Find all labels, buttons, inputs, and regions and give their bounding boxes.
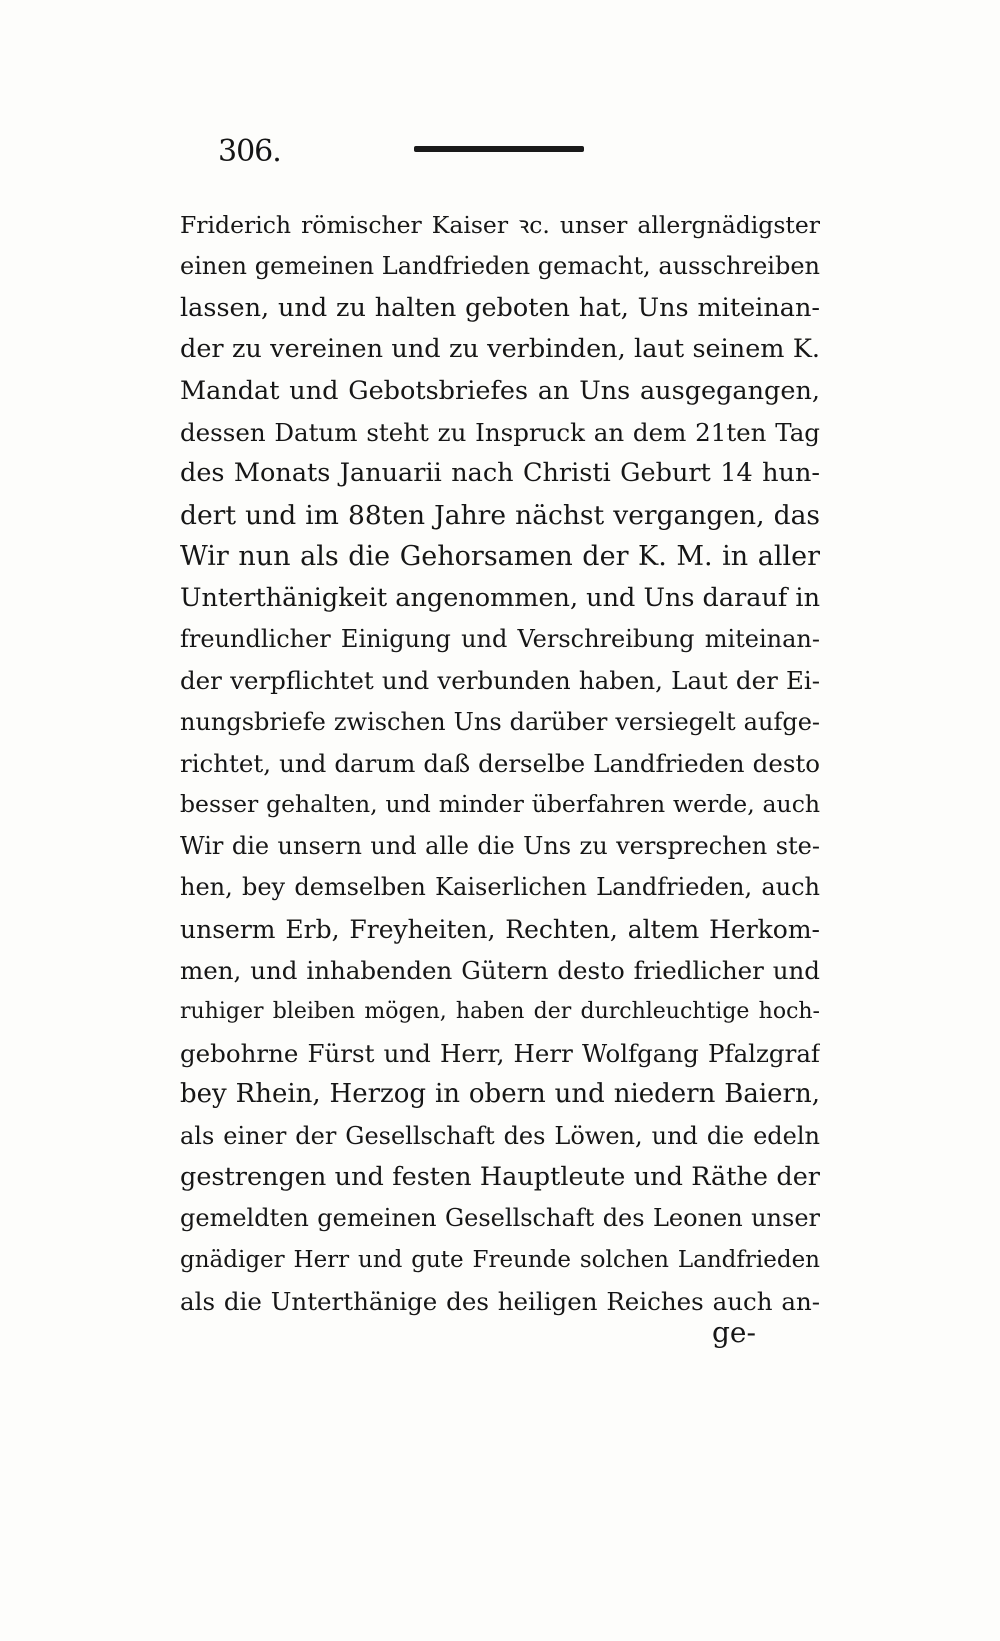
- text-line: gnädiger Herr und gute Freunde solchen Landfrieden: [180, 1246, 820, 1273]
- text-line: Wir nun als die Gehorsamen der K. M. in aller: [180, 541, 820, 573]
- text-line: men, und inhabenden Gütern desto friedlicher und: [180, 956, 820, 986]
- text-line: als einer der Gesellschaft des Löwen, und die edeln: [180, 1121, 820, 1150]
- text-line: richtet, und darum daß derselbe Landfrieden desto: [180, 749, 820, 779]
- text-line: des Monats Januarii nach Christi Geburt 14 hun-: [180, 458, 820, 489]
- body-text: [180, 205, 820, 1323]
- page-header: [218, 130, 818, 180]
- page-number: 306.: [218, 134, 281, 169]
- text-line: Unterthänigkeit angenommen, und Uns darauf in: [180, 582, 820, 613]
- catchword: ge-: [712, 1316, 756, 1349]
- text-line: der zu vereinen und zu verbinden, laut seinem K.: [180, 334, 820, 365]
- text-line: bey Rhein, Herzog in obern und niedern Baiern,: [180, 1079, 820, 1110]
- text-line: als die Unterthänige des heiligen Reiches auch an-: [180, 1287, 820, 1317]
- text-line: nungsbriefe zwischen Uns darüber versiegelt aufge-: [180, 707, 820, 736]
- text-line: der verpflichtet und verbunden haben, Laut der Ei-: [180, 666, 820, 696]
- text-line: dert und im 88ten Jahre nächst vergangen, das: [180, 499, 820, 531]
- text-line: Mandat und Gebotsbriefes an Uns ausgegangen,: [180, 375, 820, 406]
- text-line: dessen Datum steht zu Inspruck an dem 21ten Tag: [180, 417, 820, 447]
- text-line: einen gemeinen Landfrieden gemacht, ausschreiben: [180, 252, 820, 281]
- text-line: lassen, und zu halten geboten hat, Uns miteinan-: [180, 292, 820, 323]
- text-line: unserm Erb, Freyheiten, Rechten, altem Herkom-: [180, 914, 820, 944]
- text-line: gebohrne Fürst und Herr, Herr Wolfgang Pfalzgraf: [180, 1038, 820, 1068]
- text-line: gestrengen und festen Hauptleute und Räthe der: [180, 1161, 820, 1192]
- text-line: freundlicher Einigung und Verschreibung miteinan-: [180, 624, 820, 653]
- text-line: gemeldten gemeinen Gesellschaft des Leonen unser: [180, 1204, 820, 1233]
- header-rule: [414, 146, 584, 152]
- text-line: hen, bey demselben Kaiserlichen Landfrieden, auch: [180, 873, 820, 902]
- text-line: besser gehalten, und minder überfahren werde, auch: [180, 790, 820, 819]
- text-line: Friderich römischer Kaiser ꝛc. unser allergnädigster: [180, 211, 820, 239]
- text-line: ruhiger bleiben mögen, haben der durchleuchtige hoch-: [180, 999, 820, 1025]
- text-line: Wir die unsern und alle die Uns zu versprechen ste-: [180, 831, 820, 860]
